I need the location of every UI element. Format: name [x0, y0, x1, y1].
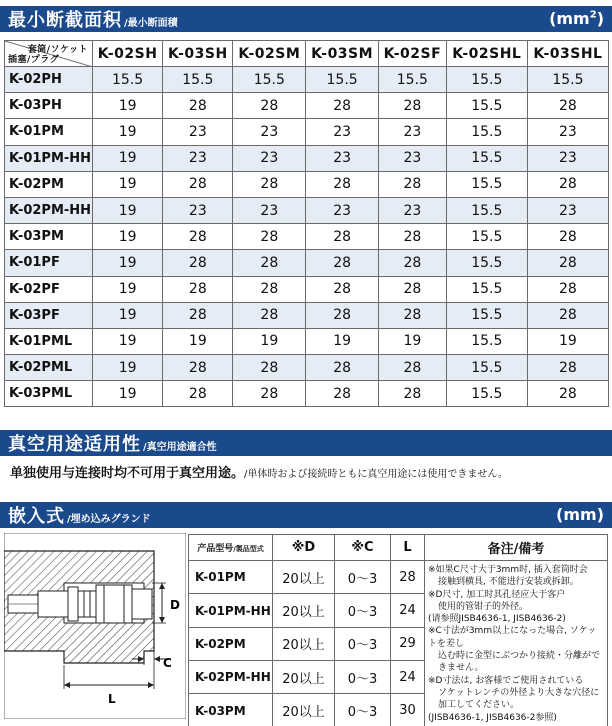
row-header: K-02PF [5, 276, 93, 302]
table-cell: 15.5 [446, 145, 527, 171]
column-header: K-02SH [93, 41, 163, 67]
table-cell: 20以上 [273, 661, 335, 694]
note-line: 加工してください。 [438, 700, 520, 711]
table-cell: 15.5 [163, 67, 233, 93]
table-row [5, 381, 609, 407]
model-cell: K-03PM [189, 694, 273, 726]
table-cell: 28 [306, 250, 379, 276]
section-subtitle: /真空用途適合性 [143, 442, 217, 453]
vacuum-note-main: 单独使用与连接时均不可用于真空用途。 [10, 466, 245, 481]
table-row [5, 171, 609, 197]
table-cell: 19 [93, 328, 163, 354]
row-header: K-02PM [5, 171, 93, 197]
table-cell: 28 [527, 276, 608, 302]
table-cell: 28 [163, 171, 233, 197]
table-row [5, 224, 609, 250]
table-cell: 15.5 [446, 276, 527, 302]
table-cell: 24 [391, 594, 425, 627]
table-cell: 28 [379, 302, 447, 328]
table-cell: 19 [163, 328, 233, 354]
table-cell: 28 [379, 250, 447, 276]
section-title: 嵌入式 [8, 506, 65, 527]
table-row [5, 250, 609, 276]
table-cell: 28 [233, 171, 306, 197]
table-cell: 23 [527, 197, 608, 223]
table-cell: 15.5 [446, 328, 527, 354]
table-cell: 28 [306, 224, 379, 250]
corner-plug-label: 插塞/プラグ [8, 55, 60, 65]
table-cell: 23 [233, 145, 306, 171]
row-header: K-02PH [5, 67, 93, 93]
column-header: K-02SM [233, 41, 306, 67]
table-cell: 24 [391, 661, 425, 694]
table-cell: 28 [233, 224, 306, 250]
table-cell: 28 [163, 381, 233, 407]
table-cell: 28 [306, 276, 379, 302]
embedded-gland-diagram [4, 533, 186, 719]
table-cell: 28 [379, 224, 447, 250]
table-cell: 15.5 [527, 67, 608, 93]
table-cell: 19 [93, 250, 163, 276]
table-cell: 19 [93, 93, 163, 119]
table-cell: 15.5 [446, 381, 527, 407]
table-row [5, 276, 609, 302]
table-row [189, 561, 608, 594]
table-cell: 23 [306, 119, 379, 145]
embedded-gland-table [188, 534, 608, 726]
table-row [5, 197, 609, 223]
table-cell: 28 [379, 381, 447, 407]
header-note: 备注/備考 [425, 535, 608, 561]
table-cell: 28 [163, 93, 233, 119]
header-model: 产品型号/製品型式 [189, 535, 273, 561]
table-cell: 15.5 [446, 171, 527, 197]
table-cell: 19 [527, 328, 608, 354]
note-line: (请参照JISB4636-1, JISB4636-2) [428, 614, 566, 625]
table-cell: 15.5 [379, 67, 447, 93]
table-cell: 28 [306, 93, 379, 119]
header-c: ※C [335, 535, 391, 561]
section-subtitle: /埋め込みグランド [67, 514, 151, 525]
note-line: ※如果C尺寸大于3mm时, 插入套筒时会 [428, 565, 588, 575]
table-cell: 23 [163, 145, 233, 171]
table-cell: 23 [379, 145, 447, 171]
table-cell: 28 [163, 276, 233, 302]
table-cell: 30 [391, 694, 425, 726]
header-l: L [391, 535, 425, 561]
table-cell: 19 [306, 328, 379, 354]
table-row [5, 93, 609, 119]
table-cell: 0～3 [335, 561, 391, 594]
table-cell: 20以上 [273, 627, 335, 660]
table-cell: 23 [233, 197, 306, 223]
table-cell: 15.5 [446, 250, 527, 276]
table-cell: 15.5 [446, 67, 527, 93]
table-cell: 15.5 [446, 93, 527, 119]
column-header: K-02SF [379, 41, 447, 67]
column-header: K-03SM [306, 41, 379, 67]
note-line: ※D尺寸, 加工时其孔径应大于客户 [428, 589, 566, 600]
unit-label: (mm) [556, 505, 604, 524]
corner-cell [5, 41, 93, 67]
section-title: 最小断截面积 [8, 10, 122, 31]
table-cell: 19 [93, 119, 163, 145]
table-cell: 19 [93, 224, 163, 250]
column-header: K-02SHL [446, 41, 527, 67]
table-cell: 23 [306, 145, 379, 171]
table-row [5, 328, 609, 354]
unit-label: $(mm^2)$ [549, 9, 604, 28]
table-cell: 28 [306, 355, 379, 381]
min-area-table [4, 40, 609, 407]
table-cell: 15.5 [446, 302, 527, 328]
vacuum-note-jp: /単体時および接続時ともに真空用途には使用できません。 [244, 469, 508, 480]
table-cell: 28 [527, 171, 608, 197]
table-cell: 19 [93, 302, 163, 328]
table-cell: 28 [527, 355, 608, 381]
vacuum-note [10, 462, 508, 481]
table-cell: 23 [527, 119, 608, 145]
table-header-row [189, 535, 608, 561]
dim-l-label: L [108, 692, 116, 706]
note-line: (JISB4636-1, JISB4636-2参照) [428, 712, 557, 723]
table-cell: 28 [527, 93, 608, 119]
section-header-vacuum [0, 430, 612, 456]
table-cell: 19 [93, 197, 163, 223]
table-cell: 23 [163, 119, 233, 145]
column-header: K-03SH [163, 41, 233, 67]
section-header-embedded [0, 502, 612, 528]
table-cell: 28 [527, 381, 608, 407]
section-subtitle: /最小断面積 [124, 18, 178, 29]
row-header: K-02PML [5, 355, 93, 381]
table-cell: 28 [527, 224, 608, 250]
row-header: K-03PF [5, 302, 93, 328]
table-cell: 29 [391, 627, 425, 660]
table-cell: 20以上 [273, 694, 335, 726]
dim-d-label: D [170, 598, 180, 612]
table-cell: 0～3 [335, 694, 391, 726]
corner-socket-label: 套筒/ソケット [27, 45, 88, 55]
table-cell: 28 [233, 276, 306, 302]
table-cell: 15.5 [93, 67, 163, 93]
table-cell: 28 [379, 171, 447, 197]
note-line: ※C寸法が3mm以上になった場合, ソケットを差し [428, 626, 597, 649]
table-cell: 28 [233, 93, 306, 119]
table-cell: 15.5 [446, 119, 527, 145]
table-cell: 0～3 [335, 661, 391, 694]
header-d: ※D [273, 535, 335, 561]
note-line: ソケットレンチの外径より大きな穴径に [438, 687, 600, 698]
note-line: ※D寸法は, お客様でご使用されている [428, 675, 584, 686]
table-cell: 20以上 [273, 594, 335, 627]
table-cell: 28 [306, 381, 379, 407]
table-cell: 23 [527, 145, 608, 171]
table-cell: 19 [233, 328, 306, 354]
table-row [5, 67, 609, 93]
table-row [5, 355, 609, 381]
section-header-min-area [0, 6, 612, 32]
row-header: K-03PH [5, 93, 93, 119]
table-cell: 28 [163, 302, 233, 328]
table-cell: 19 [93, 276, 163, 302]
table-cell: 28 [233, 302, 306, 328]
table-header-row [5, 41, 609, 67]
row-header: K-02PM-HH [5, 197, 93, 223]
table-cell: 0～3 [335, 594, 391, 627]
section-title: 真空用途适用性 [8, 434, 141, 455]
row-header: K-01PM [5, 119, 93, 145]
table-cell: 28 [391, 561, 425, 594]
notes-cell [425, 561, 608, 726]
table-cell: 15.5 [446, 355, 527, 381]
row-header: K-03PM [5, 224, 93, 250]
table-row [5, 302, 609, 328]
table-cell: 28 [233, 250, 306, 276]
table-cell: 19 [93, 171, 163, 197]
table-cell: 28 [379, 93, 447, 119]
model-cell: K-01PM [189, 561, 273, 594]
table-cell: 28 [233, 355, 306, 381]
table-cell: 19 [93, 355, 163, 381]
table-cell: 15.5 [306, 67, 379, 93]
table-cell: 20以上 [273, 561, 335, 594]
model-cell: K-02PM-HH [189, 661, 273, 694]
table-cell: 19 [379, 328, 447, 354]
table-cell: 19 [93, 145, 163, 171]
row-header: K-03PML [5, 381, 93, 407]
row-header: K-01PM-HH [5, 145, 93, 171]
table-cell: 23 [233, 119, 306, 145]
dim-c-label: C [163, 656, 172, 670]
table-cell: 15.5 [446, 197, 527, 223]
table-cell: 28 [163, 224, 233, 250]
note-line: 使用的管钳子的外径。 [438, 601, 529, 612]
table-cell: 28 [379, 355, 447, 381]
table-cell: 28 [233, 381, 306, 407]
table-cell: 28 [163, 355, 233, 381]
note-line: 接触到横具, 不能进行安装或拆卸。 [438, 577, 579, 588]
table-cell: 23 [379, 119, 447, 145]
row-header: K-01PF [5, 250, 93, 276]
table-row [5, 145, 609, 171]
table-cell: 19 [93, 381, 163, 407]
table-cell: 23 [306, 197, 379, 223]
table-cell: 28 [527, 250, 608, 276]
model-cell: K-02PM [189, 627, 273, 660]
table-cell: 15.5 [233, 67, 306, 93]
table-cell: 15.5 [446, 224, 527, 250]
table-cell: 28 [306, 171, 379, 197]
model-cell: K-01PM-HH [189, 594, 273, 627]
table-cell: 23 [163, 197, 233, 223]
table-cell: 23 [379, 197, 447, 223]
note-line: 込む時に金型にぶつかり接続・分離ができません。 [438, 651, 601, 674]
table-cell: 28 [527, 302, 608, 328]
table-cell: 28 [379, 276, 447, 302]
table-cell: 0～3 [335, 627, 391, 660]
row-header: K-01PML [5, 328, 93, 354]
column-header: K-03SHL [527, 41, 608, 67]
table-row [5, 119, 609, 145]
table-cell: 28 [163, 250, 233, 276]
table-cell: 28 [306, 302, 379, 328]
